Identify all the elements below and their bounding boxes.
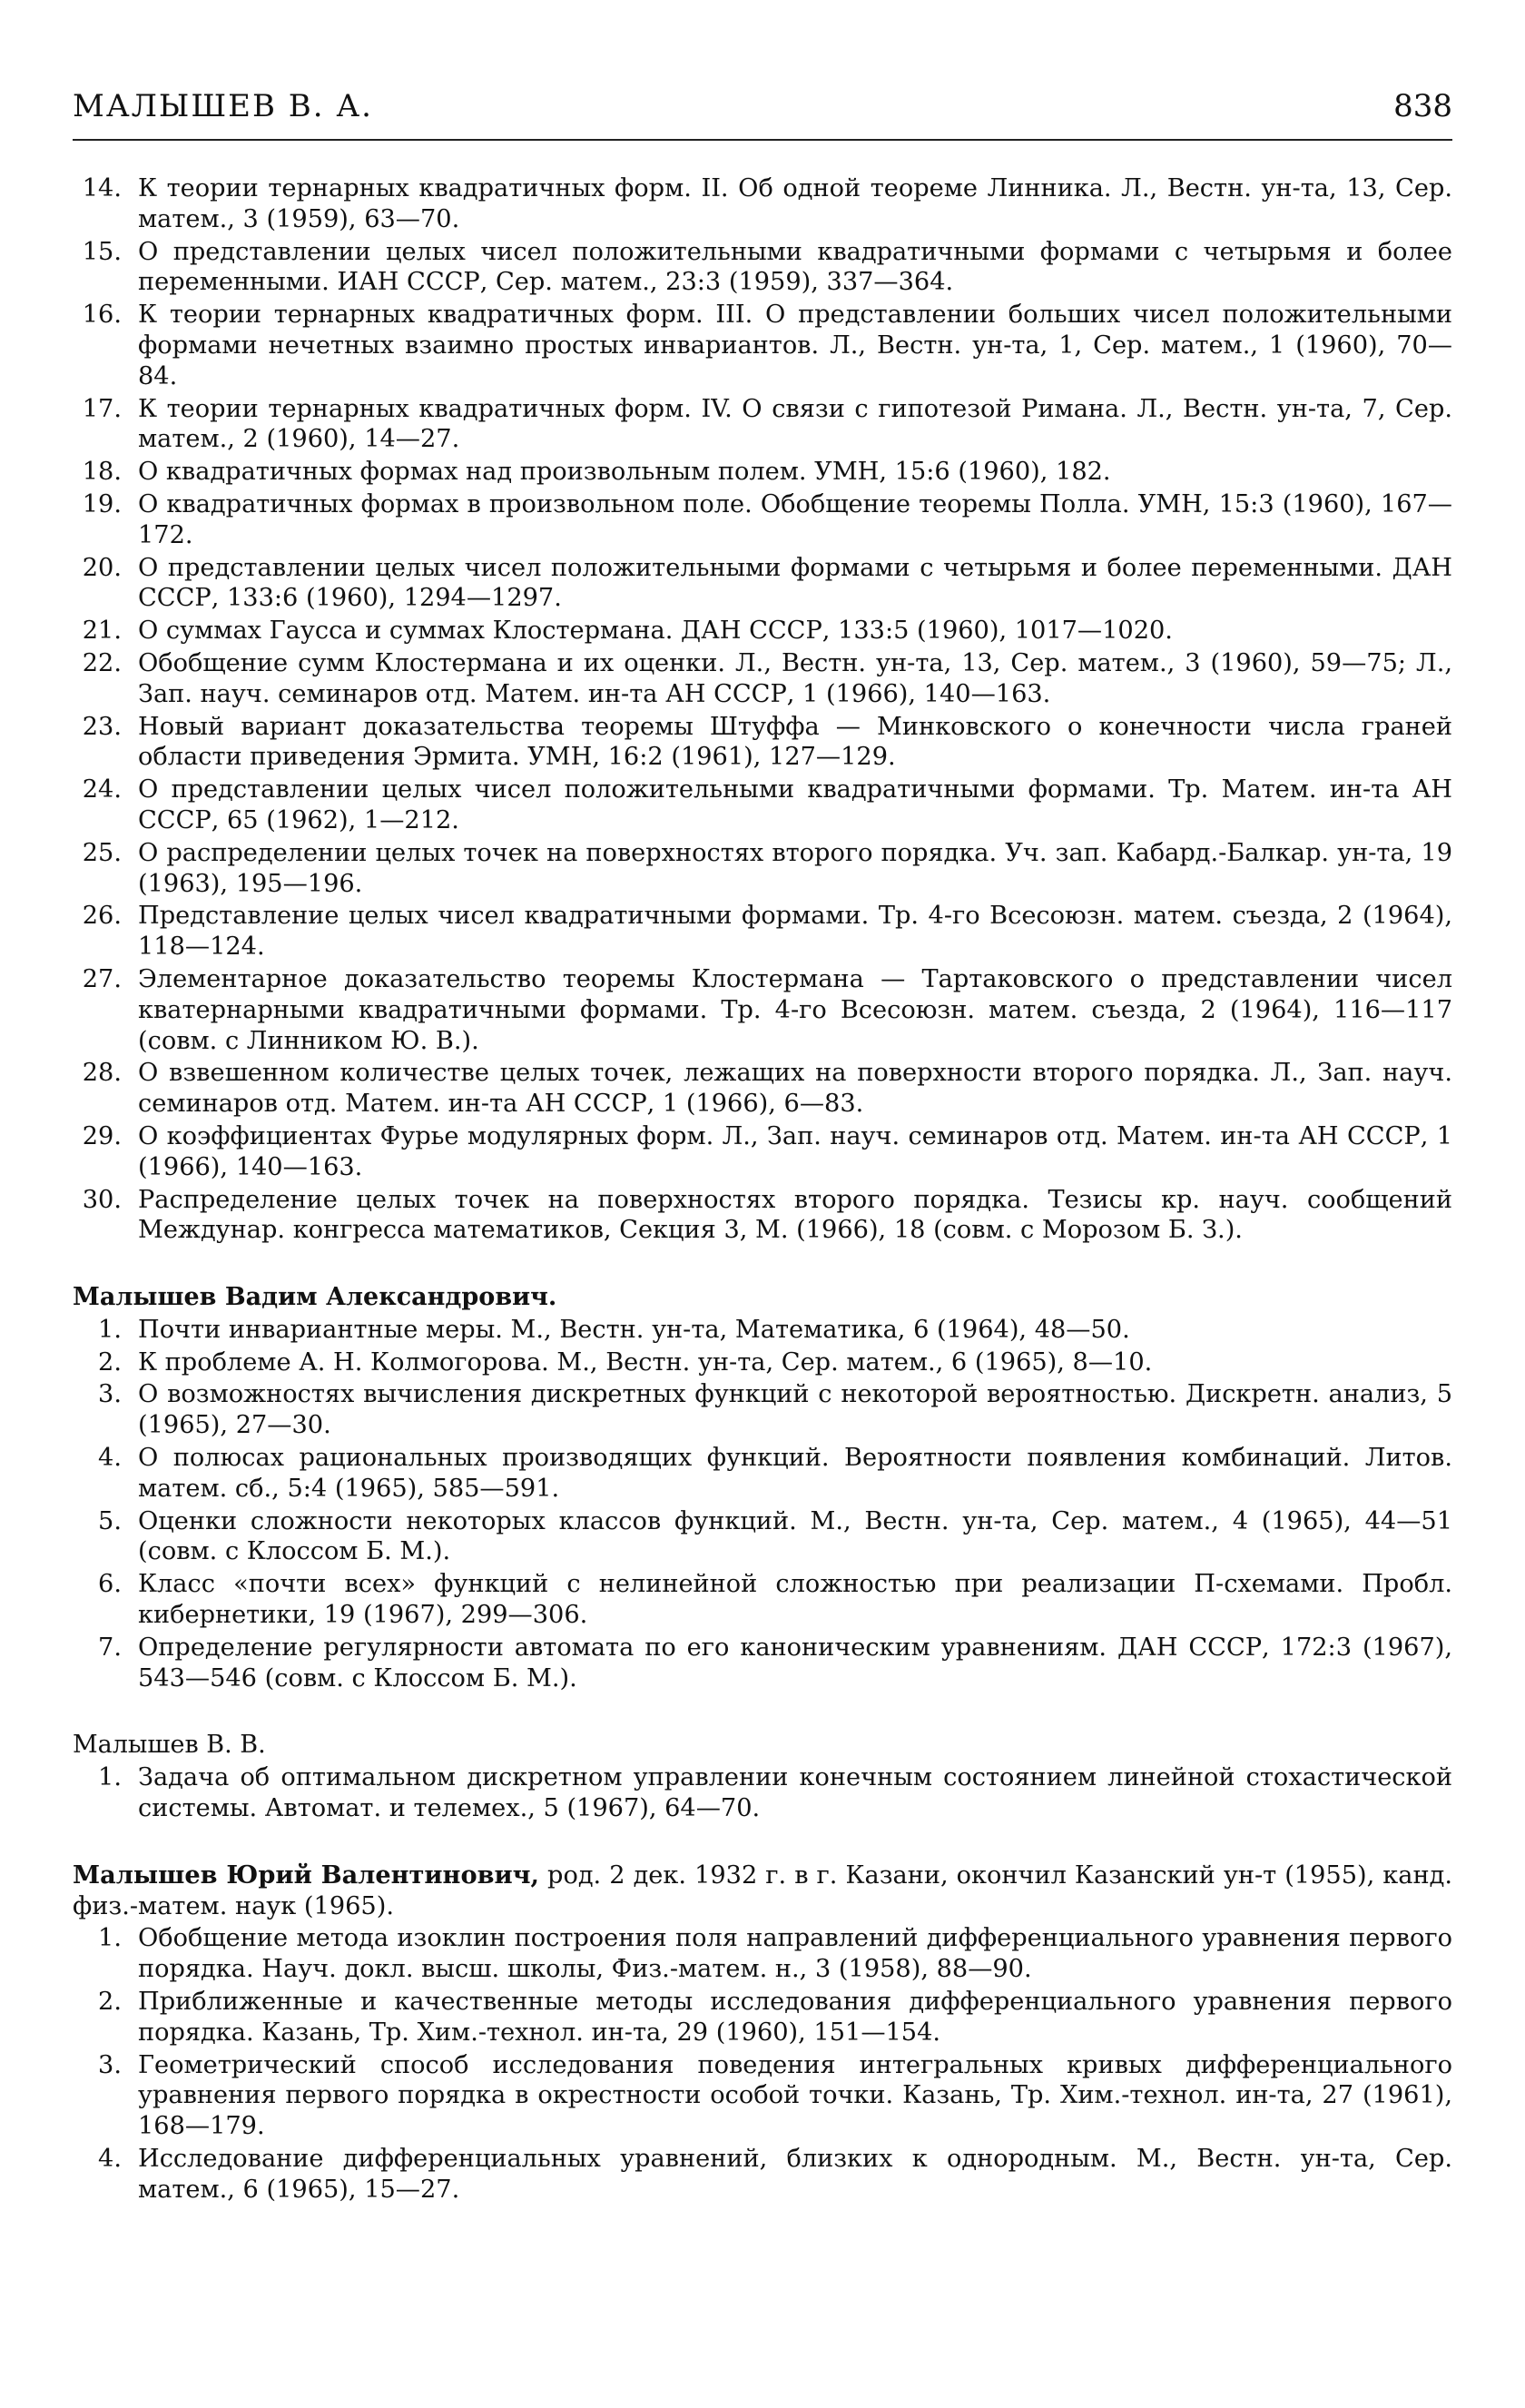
entry-number: 7.	[98, 1633, 122, 1662]
entry-text: К проблеме А. Н. Колмогорова. М., Вестн. ун-та, Сер. матем., 6 (1965), 8—10.	[138, 1347, 1153, 1377]
entry-number: 27.	[82, 964, 122, 993]
bib-entry	[73, 237, 1452, 299]
page	[73, 86, 1452, 2207]
bib-entry	[73, 1923, 1452, 1985]
section-yuri-entries	[73, 1923, 1452, 2205]
entry-text: Новый вариант доказательства теоремы Штуффа — Минковского о конечности числа граней области приведения Эрмита. УМН, 16:2 (1961), 127—129.	[138, 712, 1452, 772]
entry-text: Почти инвариантные меры. М., Вестн. ун-та, Математика, 6 (1964), 48—50.	[138, 1315, 1130, 1344]
entry-number: 23.	[82, 712, 122, 741]
bib-entry	[73, 616, 1452, 646]
author-name-yuri: Малышев Юрий Валентинович,	[73, 1860, 540, 1890]
entry-number: 5.	[98, 1506, 122, 1535]
entry-text: Оценки сложности некоторых классов функций. М., Вестн. ун-та, Сер. матем., 4 (1965), 44—51 (совм. с Клоссом Б. М.).	[138, 1506, 1452, 1566]
entry-number: 19.	[82, 489, 122, 518]
entry-number: 2.	[98, 1988, 122, 2017]
entry-text: Геометрический способ исследования поведения интегральных кривых дифференциального уравнения первого порядка в окрестности особой точки. Казань, Тр. Хим.-технол. ин-та, 27 (1961), 168—179.	[138, 2050, 1452, 2141]
bib-entry	[73, 648, 1452, 710]
author-bio-text: род. 2 дек. 1932 г. в г. Казани, окончил Казанский ун-т (1955), канд. физ.-матем. наук (1965).	[73, 1860, 1452, 1920]
bib-entry	[73, 394, 1452, 456]
entry-number: 26.	[82, 902, 122, 931]
entry-text: О полюсах рациональных производящих функций. Вероятности появления комбинаций. Литов. матем. сб., 5:4 (1965), 585—591.	[138, 1444, 1452, 1503]
entry-text: Обобщение сумм Клостермана и их оценки. Л., Вестн. ун-та, 13, Сер. матем., 3 (1960), 59—75; Л., Зап. науч. семинаров отд. Матем. ин-та АН СССР, 1 (1966), 140—163.	[138, 648, 1452, 708]
entry-number: 1.	[98, 1763, 122, 1792]
entry-text: О представлении целых чисел положительными формами с четырьмя и более переменными. ДАН СССР, 133:6 (1960), 1294—1297.	[138, 553, 1452, 613]
entry-text: Приближенные и качественные методы исследования дифференциального уравнения первого порядка. Казань, Тр. Хим.-технол. ин-та, 29 (1960), 151—154.	[138, 1988, 1452, 2047]
bib-entry	[73, 1506, 1452, 1568]
entry-number: 17.	[82, 394, 122, 423]
bib-entry	[73, 775, 1452, 836]
bib-entry	[73, 1347, 1452, 1378]
entry-number: 14.	[82, 174, 122, 202]
bib-entry	[73, 553, 1452, 615]
entry-number: 24.	[82, 775, 122, 804]
entry-text: Обобщение метода изоклин построения поля направлений дифференциального уравнения первого порядка. Науч. докл. высш. школы, Физ.-матем. н., 3 (1958), 88—90.	[138, 1924, 1452, 1984]
entry-text: О взвешенном количестве целых точек, лежащих на поверхности второго порядка. Л., Зап. науч. семинаров отд. Матем. ин-та АН СССР, 1 (1966), 6—83.	[138, 1059, 1452, 1119]
bib-entry	[73, 2144, 1452, 2206]
bib-entry	[73, 1762, 1452, 1824]
entry-text: О квадратичных формах в произвольном поле. Обобщение теоремы Полла. УМН, 15:3 (1960), 167—172.	[138, 489, 1452, 549]
entry-number: 21.	[82, 617, 122, 646]
entry-text: Определение регулярности автомата по его каноническим уравнениям. ДАН СССР, 172:3 (1967), 543—546 (совм. с Клоссом Б. М.).	[138, 1633, 1452, 1693]
entry-number: 3.	[98, 1380, 122, 1409]
bib-entry	[73, 457, 1452, 488]
bib-entry	[73, 1121, 1452, 1183]
bib-entry	[73, 838, 1452, 900]
entry-number: 25.	[82, 838, 122, 867]
entry-text: О распределении целых точек на поверхностях второго порядка. Уч. зап. Кабард.-Балкар. ун-та, 19 (1963), 195—196.	[138, 838, 1452, 898]
bib-entry	[73, 1987, 1452, 2048]
bib-entry	[73, 964, 1452, 1056]
entry-number: 29.	[82, 1121, 122, 1150]
entry-number: 2.	[98, 1347, 122, 1377]
section-av-entries	[73, 173, 1452, 1246]
bib-entry	[73, 2050, 1452, 2142]
entry-text: Исследование дифференциальных уравнений, близких к однородным. М., Вестн. ун-та, Сер. матем., 6 (1965), 15—27.	[138, 2145, 1452, 2204]
entry-number: 18.	[82, 458, 122, 487]
entry-number: 4.	[98, 2145, 122, 2174]
entry-text: К теории тернарных квадратичных форм. II. Об одной теореме Линника. Л., Вестн. ун-та, 13, Сер. матем., 3 (1959), 63—70.	[138, 174, 1452, 233]
entry-number: 1.	[98, 1924, 122, 1953]
entry-text: О представлении целых чисел положительными квадратичными формами с четырьмя и более переменными. ИАН СССР, Сер. матем., 23:3 (1959), 337—364.	[138, 237, 1452, 297]
entry-number: 16.	[82, 301, 122, 330]
entry-text: О коэффициентах Фурье модулярных форм. Л., Зап. науч. семинаров отд. Матем. ин-та АН СССР, 1 (1966), 140—163.	[138, 1121, 1452, 1181]
author-heading-vadim: Малышев Вадим Александрович.	[73, 1283, 557, 1312]
bib-entry	[73, 712, 1452, 774]
section-vv-entries	[73, 1762, 1452, 1824]
entry-text: Элементарное доказательство теоремы Клостермана — Тартаковского о представлении чисел кватернарными квадратичными формами. Тр. 4-го Всесоюзн. матем. съезда, 2 (1964), 116—117 (совм. с Линником Ю. В.).	[138, 964, 1452, 1055]
entry-number: 4.	[98, 1444, 122, 1473]
entry-number: 22.	[82, 648, 122, 677]
bib-entry	[73, 1185, 1452, 1247]
entry-number: 3.	[98, 2050, 122, 2079]
entry-text: Распределение целых точек на поверхностях второго порядка. Тезисы кр. науч. сообщений Междунар. конгресса математиков, Секция 3, М. (1966), 18 (совм. с Морозом Б. З.).	[138, 1185, 1452, 1245]
entry-text: О суммах Гаусса и суммах Клостермана. ДАН СССР, 133:5 (1960), 1017—1020.	[138, 617, 1173, 646]
entry-number: 15.	[82, 237, 122, 266]
entry-number: 6.	[98, 1570, 122, 1599]
entry-text: Класс «почти всех» функций с нелинейной сложностью при реализации П-схемами. Пробл. кибернетики, 19 (1967), 299—306.	[138, 1570, 1452, 1630]
entry-number: 1.	[98, 1315, 122, 1344]
bib-entry	[73, 901, 1452, 962]
entry-text: О представлении целых чисел положительными квадратичными формами. Тр. Матем. ин-та АН СССР, 65 (1962), 1—212.	[138, 775, 1452, 834]
bib-entry	[73, 300, 1452, 391]
page-number: 838	[1393, 88, 1452, 124]
entry-number: 28.	[82, 1059, 122, 1088]
entry-text: О квадратичных формах над произвольным полем. УМН, 15:6 (1960), 182.	[138, 458, 1111, 487]
entry-text: Представление целых чисел квадратичными формами. Тр. 4-го Всесоюзн. матем. съезда, 2 (1964), 118—124.	[138, 902, 1452, 962]
bib-entry	[73, 1315, 1452, 1346]
bib-entry	[73, 173, 1452, 235]
running-header	[73, 86, 1452, 141]
bib-entry	[73, 1058, 1452, 1120]
author-heading-vv: Малышев В. В.	[73, 1731, 266, 1760]
bib-entry	[73, 1443, 1452, 1505]
entry-text: К теории тернарных квадратичных форм. IV. О связи с гипотезой Римана. Л., Вестн. ун-та, 7, Сер. матем., 2 (1960), 14—27.	[138, 394, 1452, 454]
author-bio-yuri	[73, 1860, 1452, 1922]
bibliography	[73, 173, 1452, 2206]
bib-entry	[73, 1633, 1452, 1694]
bib-entry	[73, 1569, 1452, 1631]
entry-number: 30.	[82, 1185, 122, 1214]
header-title: МАЛЫШЕВ В. А.	[73, 88, 373, 124]
bib-entry	[73, 1379, 1452, 1441]
entry-number: 20.	[82, 553, 122, 582]
section-vadim-entries	[73, 1315, 1452, 1694]
entry-text: К теории тернарных квадратичных форм. III. О представлении больших чисел положительными формами нечетных взаимно простых инвариантов. Л., Вестн. ун-та, 1, Сер. матем., 1 (1960), 70—84.	[138, 301, 1452, 390]
bib-entry	[73, 489, 1452, 551]
entry-text: Задача об оптимальном дискретном управлении конечным состоянием линейной стохастической системы. Автомат. и телемех., 5 (1967), 64—70.	[138, 1763, 1452, 1823]
entry-text: О возможностях вычисления дискретных функций с некоторой вероятностью. Дискретн. анализ, 5 (1965), 27—30.	[138, 1380, 1452, 1440]
